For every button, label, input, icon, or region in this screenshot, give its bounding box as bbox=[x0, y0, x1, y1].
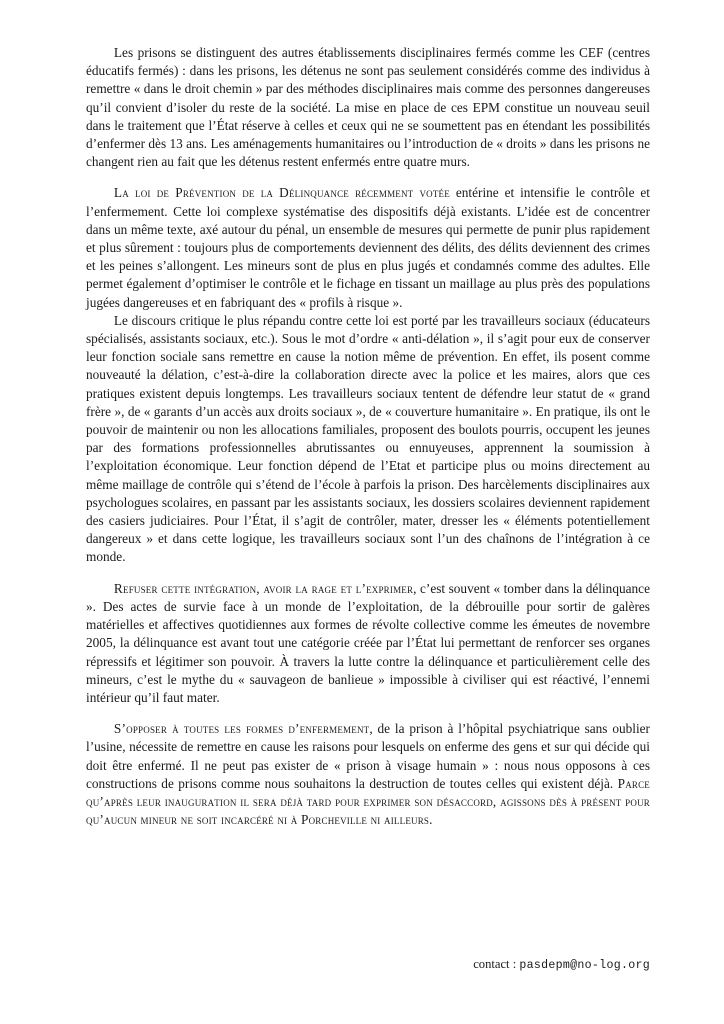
paragraph-5-trail: Parce qu’après leur inauguration il sera déjà tard pour exprimer son désaccord, agissons dès à présent pour qu’aucun mineur ne soit incarcéré ni à Porcheville ni ailleurs. bbox=[86, 775, 650, 828]
paragraph-4-text: , c’est souvent « tomber dans la délinquance ». Des actes de survie face à un monde de l’exploitation, de la débrouille pour sortir de galères matérielles et affectives quotidiennes aux formes de révolte collective comme les émeutes de novembre 2005, la délinquance est avant tout une catégorie créée par l’État lui permettant de renforcer ses organes répressifs et légitimer son pouvoir. À travers la lutte contre la délinquance et particulièrement celle des mineurs, c’est le mythe du « sauvageon de banlieue » impossible à civiliser qui est réactivé, l’ennemi intérieur qu’il faut mater. bbox=[86, 580, 650, 705]
paragraph-3-text: Le discours critique le plus répandu contre cette loi est porté par les travailleurs sociaux (éducateurs spécialisés, assistants sociaux, etc.). Sous le mot d’ordre « anti-délation », il s’agit pour eux de conserver leur fonction sociale sans remettre en cause la notion même de prévention. En effet, ils posent comme nouveauté la délation, c’est-à-dire la collaboration directe avec la police et les maires, alors que ces pratiques existent depuis longtemps. Les travailleurs sociaux tentent de défendre leur statut de « grand frère », de « garants d’un accès aux droits sociaux », de « couverture humanitaire ». En pratique, ils ont le pouvoir de maintenir ou non les allocations familiales, proposent des boulots pourris, occupent les jeunes par des formations professionnelles abrutissantes ou ennuyeuses, apprennent la soumission à l’exploitation économique. Leur fonction dépend de l’Etat et participe plus ou moins directement au même maillage de contrôle qui s’étend de l’école à parfois la prison. Des harcèlements disciplinaires aux psychologues scolaires, en passant par les assistants sociaux, les dossiers scolaires deviennent rapidement des casiers judiciaires. Pour l’État, il s’agit de contrôler, mater, dresser les « éléments potentiellement dangereux » et dans cette logique, les travailleurs sociaux sont l’un des chaînons de l’intégration à ce monde. bbox=[86, 312, 650, 565]
paragraph-2 bbox=[86, 184, 650, 311]
contact-label: contact : bbox=[473, 957, 517, 971]
paragraph-5-lead: S’opposer à toutes les formes d’enfermement bbox=[113, 721, 370, 737]
paragraph-3 bbox=[86, 312, 650, 567]
paragraph-4 bbox=[86, 580, 650, 707]
paragraph-4-lead: Refuser cette intégration, avoir la rage et l’exprimer bbox=[113, 580, 414, 596]
paragraph-5 bbox=[86, 720, 650, 829]
contact-email[interactable]: pasdepm@no-log.org bbox=[519, 959, 650, 972]
paragraph-1-text: Les prisons se distinguent des autres établissements disciplinaires fermés comme les CEF (centres éducatifs fermés) : dans les prisons, les détenus ne sont pas seulement considérés comme des individus à remettre « dans le droit chemin » par des méthodes disciplinaires mais comme des personnes dangereuses qu’il convient d’isoler du reste de la société. La mise en place de ces EPM constitue un nouveau seuil dans le traitement que l’État réserve à celles et ceux qui ne se soumettent pas en étendant les possibilités d’enfermer dès 13 ans. Les aménagements humanitaires ou l’introduction de « droits » dans les prisons ne changent rien au fait que les détenus restent enfermés entre quatre murs. bbox=[86, 45, 650, 170]
paragraph-2-text: entérine et intensifie le contrôle et l’enfermement. Cette loi complexe systématise des dispositifs déjà existants. L’idée est de concentrer dans un même texte, axé autour du pénal, un ensemble de mesures qui permette de punir plus rapidement et plus sûrement : toujours plus de comportements deviennent des délits, des délits deviennent des crimes et les peines s’allongent. Les mineurs sont de plus en plus jugés et condamnés comme des adultes. Elle permet également d’optimiser le contrôle et le fichage en tissant un maillage au plus près des populations jugées dangereuses et en fabriquant des « profils à risque ». bbox=[86, 185, 650, 310]
paragraph-2-lead: La loi de Prévention de la Délinquance récemment votée bbox=[113, 185, 450, 201]
paragraph-5-text: , de la prison à l’hôpital psychiatrique sans oublier l’usine, nécessite de remettre en cause les raisons pour lesquels on enferme des gens et sur qui décide qui doit être enfermé. Il ne peut pas exister de « prison à visage humain » : nous nous opposons à ces constructions de prisons comme nous souhaitons la destruction de toutes celles qui existent déjà. bbox=[86, 721, 650, 791]
footer-contact bbox=[473, 957, 650, 972]
document-body bbox=[86, 44, 650, 829]
paragraph-1 bbox=[86, 44, 650, 171]
